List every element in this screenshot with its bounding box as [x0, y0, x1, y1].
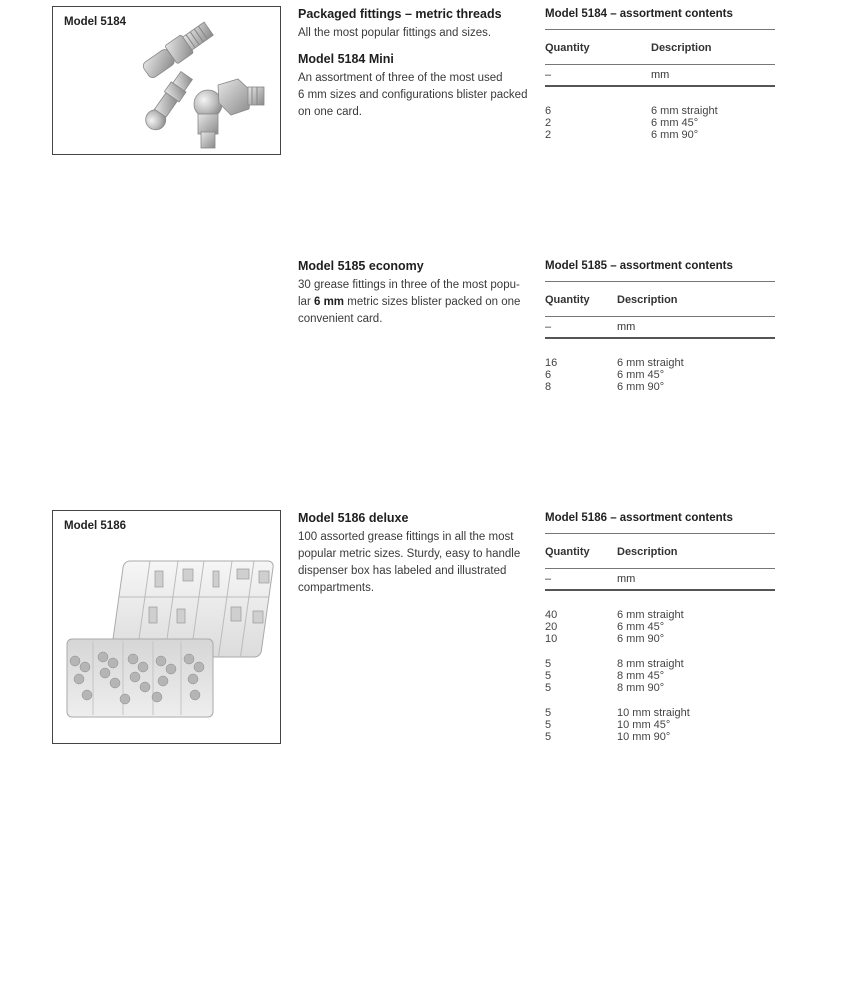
- dispenser-box-image: [53, 511, 282, 745]
- assortment-table-5186: [545, 510, 775, 743]
- table-row: 2 6 mm 45°: [545, 117, 699, 129]
- table-title: Model 5185 – assortment contents: [545, 260, 733, 272]
- model-heading: Model 5185 economy: [298, 259, 424, 273]
- model-description: 30 grease fittings in three of the most popu- lar 6 mm metric sizes blister packed on one convenient card.: [298, 279, 521, 325]
- col-description: Description: [617, 294, 678, 306]
- table-row: 6 6 mm straight: [545, 105, 718, 117]
- units-row: – mm: [545, 69, 670, 81]
- table-row: 10 6 mm 90°: [545, 633, 665, 645]
- model-heading: Model 5186 deluxe: [298, 511, 409, 525]
- product-image-5184: [52, 6, 281, 155]
- table-header: [545, 30, 775, 64]
- model-description: An assortment of three of the most used 6 mm sizes and configurations blister packed on one card.: [298, 72, 528, 118]
- table-row: 5 8 mm straight: [545, 658, 684, 670]
- section-heading: Packaged fittings – metric threads: [298, 7, 502, 21]
- table-title: Model 5186 – assortment contents: [545, 512, 733, 524]
- col-quantity: Quantity: [545, 546, 590, 558]
- table-row: 5 8 mm 45°: [545, 670, 665, 682]
- table-row: 5 10 mm 90°: [545, 731, 671, 743]
- model-description: 100 assorted grease fittings in all the most popular metric sizes. Sturdy, easy to handle dispenser box has labeled and illustrated compartments.: [298, 531, 521, 594]
- units-row: – mm: [545, 573, 636, 585]
- assortment-table-5185: [545, 258, 775, 393]
- table-row: 2 6 mm 90°: [545, 129, 699, 141]
- grease-fittings-image: [53, 7, 282, 156]
- section-body: All the most popular fittings and sizes.: [298, 27, 492, 39]
- col-quantity: Quantity: [545, 294, 590, 306]
- model-heading: Model 5184 Mini: [298, 52, 394, 66]
- description-5186: [298, 510, 530, 597]
- table-title: Model 5184 – assortment contents: [545, 8, 733, 20]
- table-row: 40 6 mm straight: [545, 609, 684, 621]
- product-image-5186: [52, 510, 281, 744]
- table-row: 5 10 mm 45°: [545, 719, 671, 731]
- units-row: – mm: [545, 321, 636, 333]
- col-description: Description: [617, 546, 678, 558]
- assortment-table-5184: [545, 6, 775, 141]
- table-row: 6 6 mm 45°: [545, 369, 665, 381]
- table-row: 16 6 mm straight: [545, 357, 684, 369]
- description-5185: [298, 258, 530, 328]
- model-label: Model 5184: [64, 16, 126, 28]
- col-quantity: Quantity: [545, 42, 590, 54]
- table-header: [545, 534, 775, 568]
- table-row: 5 10 mm straight: [545, 707, 690, 719]
- model-label: Model 5186: [64, 520, 126, 532]
- table-row: 5 8 mm 90°: [545, 682, 665, 694]
- col-description: Description: [651, 42, 712, 54]
- table-row: 8 6 mm 90°: [545, 381, 665, 393]
- table-row: 20 6 mm 45°: [545, 621, 665, 633]
- description-5184: [298, 6, 530, 121]
- table-header: [545, 282, 775, 316]
